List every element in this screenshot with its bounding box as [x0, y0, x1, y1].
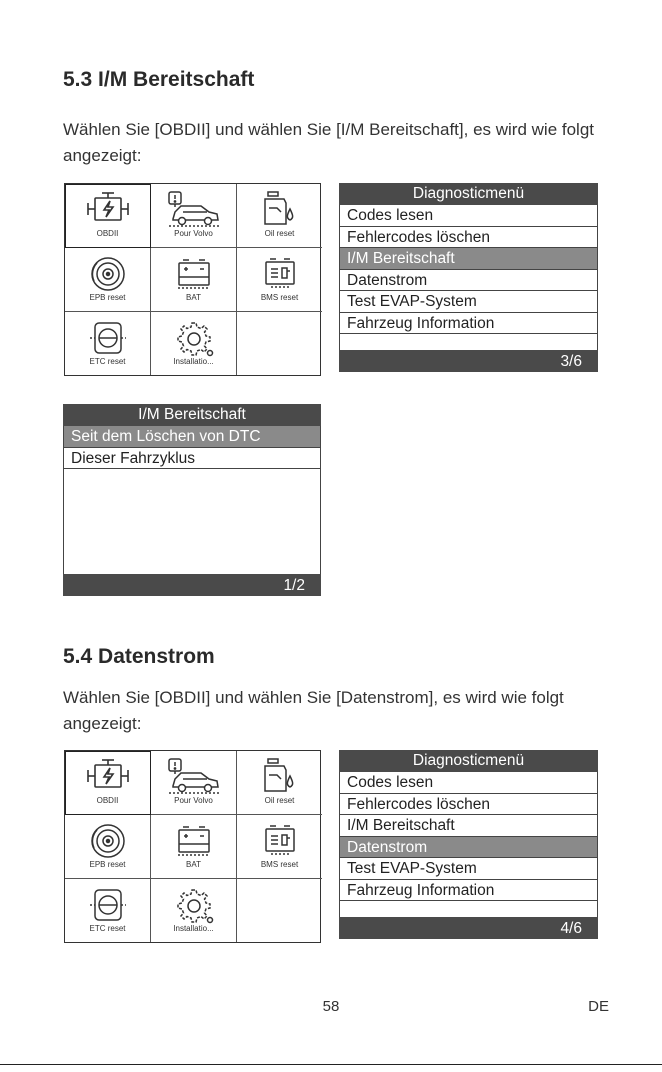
oil-can-icon	[260, 758, 300, 794]
menu-spacer	[339, 334, 598, 350]
obdii-tile[interactable]	[65, 751, 151, 815]
battery-icon	[174, 255, 214, 291]
menu-item[interactable]: Fehlercodes löschen	[339, 227, 598, 249]
bms-reset-tile[interactable]	[237, 815, 322, 879]
volvo-label: Pour Volvo	[174, 796, 213, 805]
page-indicator: 4/6	[339, 917, 598, 939]
epb-reset-label: EPB reset	[89, 860, 126, 869]
page-indicator: 1/2	[63, 574, 321, 596]
diagnostic-menu-2	[339, 750, 598, 939]
bat-label: BAT	[186, 860, 201, 869]
section-text-5-3: Wählen Sie [OBDII] und wählen Sie [I/M Bereitschaft], es wird wie folgt angezeigt:	[63, 120, 595, 165]
language-code: DE	[588, 998, 609, 1015]
volvo-label: Pour Volvo	[174, 229, 213, 238]
menu-title: Diagnosticmenü	[339, 750, 598, 772]
oil-can-icon	[260, 191, 300, 227]
empty-tile	[237, 312, 322, 375]
empty-tile	[237, 879, 322, 942]
etc-reset-label: ETC reset	[89, 357, 126, 366]
bat-tile[interactable]	[151, 248, 237, 312]
installation-label: Installatio...	[173, 357, 214, 366]
battery-icon	[174, 822, 214, 858]
menu-item-selected[interactable]: I/M Bereitschaft	[339, 248, 598, 270]
epb-reset-label: EPB reset	[89, 293, 126, 302]
menu-item-selected[interactable]: Datenstrom	[339, 837, 598, 859]
menu-title: Diagnosticmenü	[339, 183, 598, 205]
bottom-rule	[0, 1064, 662, 1065]
menu-item[interactable]: Codes lesen	[339, 205, 598, 227]
obdii-label: OBDII	[96, 796, 119, 805]
page-number: 58	[322, 998, 340, 1015]
epb-reset-tile[interactable]	[65, 815, 151, 879]
menu-item[interactable]: I/M Bereitschaft	[339, 815, 598, 837]
menu-item[interactable]: Dieser Fahrzyklus	[63, 448, 321, 470]
bms-reset-label: BMS reset	[260, 293, 299, 302]
brake-disc-icon	[88, 255, 128, 293]
installation-label: Installatio...	[173, 924, 214, 933]
volvo-tile[interactable]	[151, 751, 237, 815]
oil-reset-tile[interactable]	[237, 751, 322, 815]
installation-tile[interactable]	[151, 879, 237, 942]
menu-item[interactable]: Fehlercodes löschen	[339, 794, 598, 816]
throttle-icon	[88, 319, 128, 357]
section-heading-5-3: 5.3 I/M Bereitschaft	[63, 68, 255, 91]
etc-reset-tile[interactable]	[65, 879, 151, 942]
menu-item[interactable]: Test EVAP-System	[339, 291, 598, 313]
menu-item[interactable]: Codes lesen	[339, 772, 598, 794]
section-heading-5-4: 5.4 Datenstrom	[63, 645, 215, 668]
bat-tile[interactable]	[151, 815, 237, 879]
function-grid-2	[64, 750, 321, 943]
engine-icon	[85, 191, 131, 225]
bms-icon	[260, 255, 300, 291]
oil-reset-tile[interactable]	[237, 184, 322, 248]
car-icon	[167, 758, 221, 796]
im-readiness-menu	[63, 404, 321, 596]
oil-reset-label: Oil reset	[264, 229, 295, 238]
page-indicator: 3/6	[339, 350, 598, 372]
obdii-tile[interactable]	[65, 184, 151, 248]
bms-reset-label: BMS reset	[260, 860, 299, 869]
menu-title: I/M Bereitschaft	[63, 404, 321, 426]
etc-reset-label: ETC reset	[89, 924, 126, 933]
function-grid-1	[64, 183, 321, 376]
menu-item[interactable]: Datenstrom	[339, 270, 598, 292]
menu-spacer	[63, 469, 321, 574]
diagnostic-menu-1	[339, 183, 598, 372]
engine-icon	[85, 758, 131, 792]
bms-reset-tile[interactable]	[237, 248, 322, 312]
bms-icon	[260, 822, 300, 858]
menu-item[interactable]: Fahrzeug Information	[339, 880, 598, 902]
menu-item[interactable]: Fahrzeug Information	[339, 313, 598, 335]
oil-reset-label: Oil reset	[264, 796, 295, 805]
menu-item[interactable]: Test EVAP-System	[339, 858, 598, 880]
menu-item-selected[interactable]: Seit dem Löschen von DTC	[63, 426, 321, 448]
section-text-5-4: Wählen Sie [OBDII] und wählen Sie [Datenstrom], es wird wie folgt angezeigt:	[63, 688, 564, 733]
gear-icon	[174, 886, 214, 924]
obdii-label: OBDII	[96, 229, 119, 238]
bat-label: BAT	[186, 293, 201, 302]
car-icon	[167, 191, 221, 229]
epb-reset-tile[interactable]	[65, 248, 151, 312]
volvo-tile[interactable]	[151, 184, 237, 248]
installation-tile[interactable]	[151, 312, 237, 375]
throttle-icon	[88, 886, 128, 924]
menu-spacer	[339, 901, 598, 917]
gear-icon	[174, 319, 214, 357]
brake-disc-icon	[88, 822, 128, 860]
etc-reset-tile[interactable]	[65, 312, 151, 375]
